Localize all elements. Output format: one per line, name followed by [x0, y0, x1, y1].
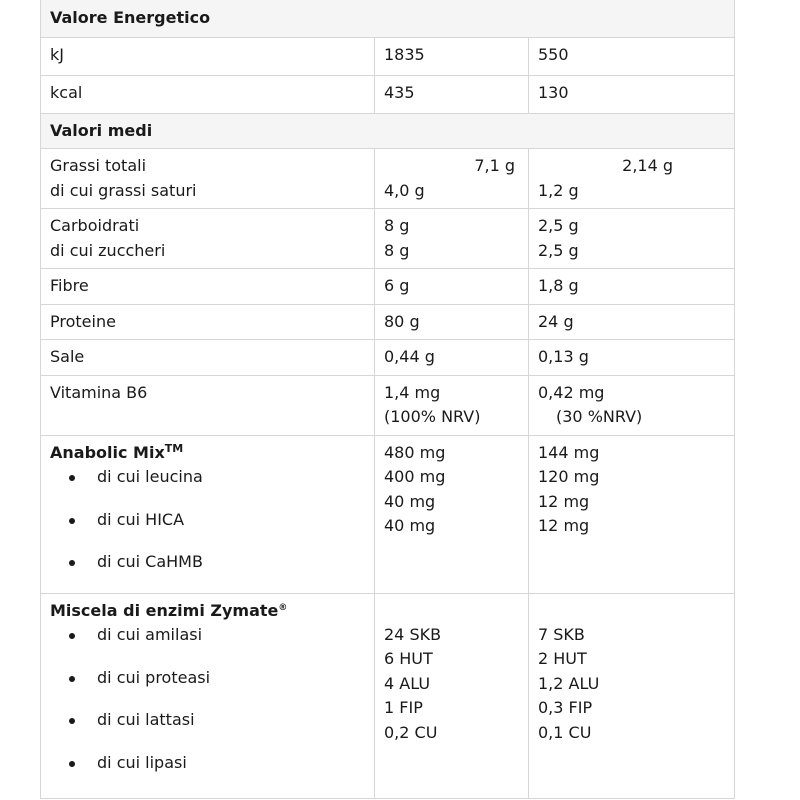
value-b6-nrv-per100: (100% NRV) [384, 407, 481, 426]
value-b6-per100: 1,4 mg [384, 382, 441, 402]
value-anabolic-per-serving: 144 mg [538, 442, 600, 462]
table-row-b6 [41, 375, 735, 435]
list-item: di cui amilasi [50, 623, 365, 648]
value-anabolic-per100: 480 mg [384, 442, 446, 462]
value-kcal-per-serving: 130 [529, 75, 735, 113]
cell-carbs-label [41, 209, 375, 269]
anabolic-mix-title: Anabolic Mix [50, 442, 165, 462]
value-carbs-per100: 8 g [384, 216, 410, 235]
value-fat-per-serving: 2,14 g [622, 156, 674, 175]
row-label-zymate [50, 599, 365, 624]
cell-fat-per100 [375, 149, 529, 209]
row-label-protein: Proteine [41, 304, 375, 340]
cell-zymate-per-serving [529, 593, 735, 799]
row-label-kj: kJ [41, 37, 375, 75]
table-row-kj [41, 37, 735, 75]
cell-b6-per-serving [529, 375, 735, 435]
value-b6-per-serving: 0,42 mg [538, 382, 605, 402]
zymate-title: Miscela di enzimi Zymate [50, 600, 279, 620]
value-lipase-per-serving: 0,3 FIP [538, 698, 593, 717]
value-salt-per-serving: 0,13 g [529, 340, 735, 376]
table-row-salt [41, 340, 735, 376]
cell-fat-label [41, 149, 375, 209]
cell-anabolic-per100 [375, 435, 529, 593]
section-title-averages: Valori medi [41, 113, 735, 149]
cell-anabolic-label [41, 435, 375, 593]
value-fibre-per-serving: 1,8 g [529, 269, 735, 305]
section-row-energy [41, 0, 735, 37]
value-cellulase-per-serving: 0,1 CU [538, 722, 592, 742]
value-cahmb-per100: 40 mg [384, 516, 436, 535]
table-row-carbs [41, 209, 735, 269]
registered-mark: ® [278, 602, 288, 613]
value-amylase-per100: 24 SKB [384, 624, 442, 644]
value-carbs-per-serving: 2,5 g [538, 216, 579, 235]
anabolic-sub-list [50, 465, 365, 575]
row-sublabel-sugars: di cui zuccheri [50, 240, 166, 260]
section-title-energy: Valore Energetico [41, 0, 735, 37]
row-label-salt: Sale [41, 340, 375, 376]
table-row-anabolic-mix [41, 435, 735, 593]
row-label-fat: Grassi totali [50, 156, 147, 175]
nutrition-table [40, 0, 735, 799]
row-label-b6: Vitamina B6 [41, 375, 375, 435]
value-fibre-per100: 6 g [375, 269, 529, 305]
value-sugars-per-serving: 2,5 g [538, 240, 579, 260]
value-kcal-per100: 435 [375, 75, 529, 113]
list-item: di cui CaHMB [50, 550, 365, 575]
list-item: di cui lattasi [50, 708, 365, 733]
table-row-kcal [41, 75, 735, 113]
value-leucine-per100: 400 mg [384, 467, 446, 486]
list-item: di cui lipasi [50, 751, 365, 776]
value-saturated-per100: 4,0 g [384, 180, 425, 200]
value-amylase-per-serving: 7 SKB [538, 624, 585, 644]
row-label-kcal: kcal [41, 75, 375, 113]
value-protease-per-serving: 2 HUT [538, 649, 587, 668]
value-lactase-per100: 4 ALU [384, 673, 431, 693]
value-sugars-per100: 8 g [384, 240, 410, 260]
value-kj-per-serving: 550 [529, 37, 735, 75]
row-label-fibre: Fibre [41, 269, 375, 305]
list-item: di cui HICA [50, 508, 365, 533]
list-item: di cui leucina [50, 465, 365, 490]
value-hica-per-serving: 12 mg [538, 491, 590, 511]
cell-carbs-per100 [375, 209, 529, 269]
cell-zymate-label [41, 593, 375, 799]
value-protease-per100: 6 HUT [384, 649, 433, 668]
value-hica-per100: 40 mg [384, 491, 436, 511]
cell-anabolic-per-serving [529, 435, 735, 593]
table-row-zymate [41, 593, 735, 799]
cell-b6-per100 [375, 375, 529, 435]
value-leucine-per-serving: 120 mg [538, 467, 600, 486]
row-sublabel-saturated-fat: di cui grassi saturi [50, 180, 197, 200]
section-row-averages [41, 113, 735, 149]
value-salt-per100: 0,44 g [375, 340, 529, 376]
value-protein-per100: 80 g [375, 304, 529, 340]
value-kj-per100: 1835 [375, 37, 529, 75]
trademark-mark: TM [164, 441, 184, 455]
cell-carbs-per-serving [529, 209, 735, 269]
spacer [538, 599, 725, 623]
value-protein-per-serving: 24 g [529, 304, 735, 340]
row-label-carbs: Carboidrati [50, 216, 140, 235]
value-cellulase-per100: 0,2 CU [384, 722, 438, 742]
value-cahmb-per-serving: 12 mg [538, 516, 590, 535]
value-saturated-per-serving: 1,2 g [538, 180, 579, 200]
zymate-sub-list [50, 623, 365, 775]
table-row-fat [41, 149, 735, 209]
value-lipase-per100: 1 FIP [384, 698, 423, 717]
cell-zymate-per100 [375, 593, 529, 799]
value-lactase-per-serving: 1,2 ALU [538, 673, 600, 693]
cell-fat-per-serving [529, 149, 735, 209]
table-row-protein [41, 304, 735, 340]
row-label-anabolic-mix [50, 441, 365, 466]
value-b6-nrv-per-serving: (30 %NRV) [556, 407, 643, 426]
table-row-fibre [41, 269, 735, 305]
list-item: di cui proteasi [50, 666, 365, 691]
spacer [384, 599, 519, 623]
value-fat-per100: 7,1 g [474, 156, 515, 175]
